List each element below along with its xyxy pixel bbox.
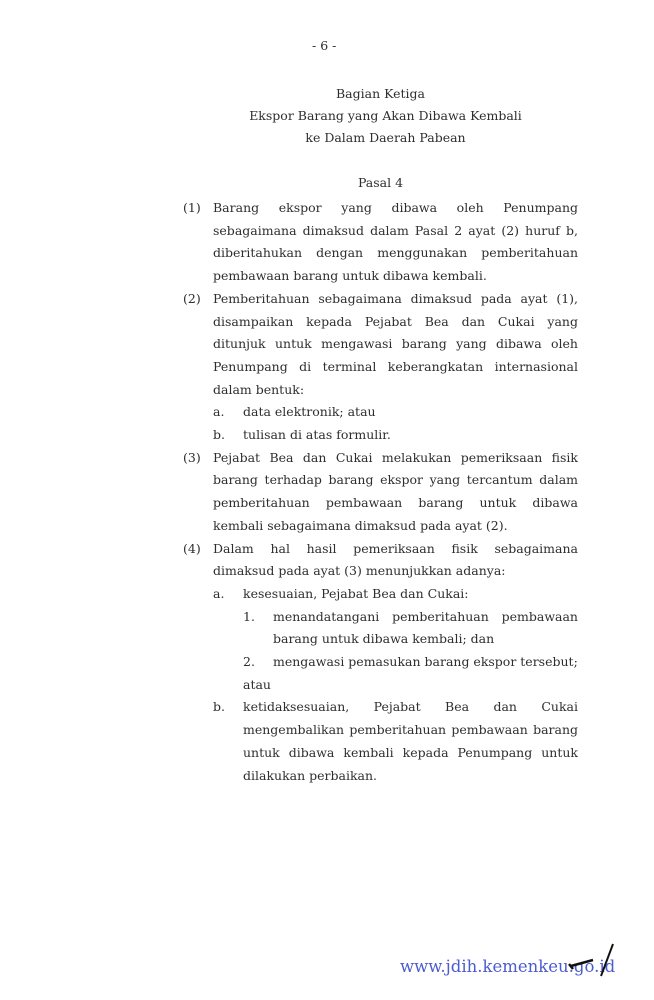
footer-url-link[interactable]: www.jdih.kemenkeu.go.id [400, 957, 616, 976]
section-title-line-2: ke Dalam Daerah Pabean [305, 130, 466, 145]
ayat-2-line: Penumpang di terminal keberangkatan internasional [213, 358, 578, 374]
list-item-line: dilakukan perbaikan. [243, 767, 378, 783]
ayat-1-line: Barang ekspor yang dibawa oleh Penumpang [213, 200, 578, 215]
ayat-1-line: sebagaimana dimaksud dalam Pasal 2 ayat (2) huruf b, [213, 222, 578, 238]
ayat-4-marker: (4) [183, 540, 201, 556]
list-item-marker: a. [213, 585, 225, 601]
page-number: - 6 - [312, 38, 337, 53]
list-item-marker: 1. [243, 608, 255, 624]
ayat-1-line: pembawaan barang untuk dibawa kembali. [213, 268, 487, 284]
list-item-line: mengembalikan pemberitahuan pembawaan barang [243, 722, 578, 738]
ayat-3-line: barang terhadap barang ekspor yang tercantum dalam [213, 472, 578, 488]
ayat-2-marker: (2) [183, 290, 201, 306]
list-item-line: tulisan di atas formulir. [243, 427, 391, 442]
list-item-line: kesesuaian, Pejabat Bea dan Cukai: [243, 585, 469, 601]
list-item-line: untuk dibawa kembali kepada Penumpang untuk [243, 744, 578, 760]
ayat-3-line: pemberitahuan pembawaan barang untuk dibawa [213, 495, 578, 511]
section-heading: Bagian Ketiga [336, 86, 425, 101]
list-item-marker: a. [213, 404, 225, 420]
ayat-4-line: Dalam hal hasil pemeriksaan fisik sebagaimana [213, 540, 578, 556]
list-item-line: atau [243, 676, 271, 692]
ayat-2-line: ditunjuk untuk mengawasi barang yang dibawa oleh [213, 336, 578, 352]
ayat-3-line: Pejabat Bea dan Cukai melakukan pemeriksaan fisik [213, 449, 578, 465]
ayat-1-line: diberitahukan dengan menggunakan pemberitahuan [213, 245, 578, 261]
list-item-line: mengawasi pemasukan barang ekspor tersebut; [273, 654, 578, 669]
list-item-line: menandatangani pemberitahuan pembawaan [273, 608, 578, 624]
ayat-4-line: dimaksud pada ayat (3) menunjukkan adanya: [213, 563, 506, 579]
section-title-line-1: Ekspor Barang yang Akan Dibawa Kembali [249, 108, 522, 123]
list-item-line: data elektronik; atau [243, 404, 376, 420]
list-item-line: barang untuk dibawa kembali; dan [273, 631, 495, 647]
ayat-2-line: Pemberitahuan sebagaimana dimaksud pada ayat (1), [213, 290, 578, 306]
ayat-1-marker: (1) [183, 200, 201, 215]
handwritten-initial-mark [565, 942, 615, 978]
list-item-marker: b. [213, 427, 225, 442]
list-item-line: ketidaksesuaian, Pejabat Bea dan Cukai [243, 699, 578, 715]
article-title: Pasal 4 [357, 175, 404, 190]
ayat-3-line: kembali sebagaimana dimaksud pada ayat (2). [213, 517, 508, 533]
ayat-2-line: disampaikan kepada Pejabat Bea dan Cukai yang [213, 313, 578, 329]
ayat-2-line: dalam bentuk: [213, 381, 305, 397]
list-item-marker: b. [213, 699, 225, 715]
ayat-3-marker: (3) [183, 449, 201, 465]
list-item-marker: 2. [243, 654, 255, 669]
